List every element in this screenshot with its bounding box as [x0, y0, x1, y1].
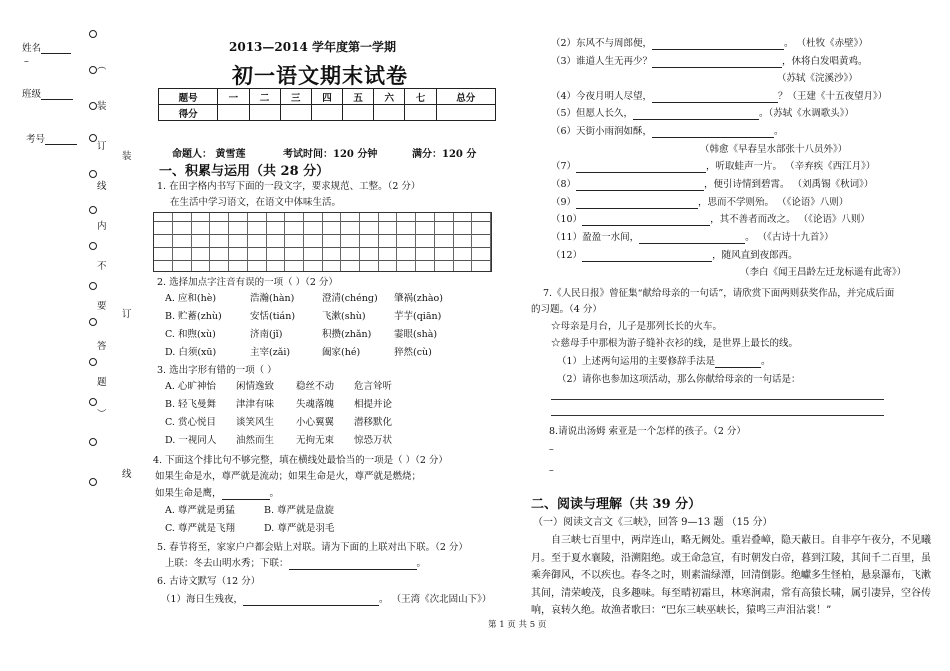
q4-line2: 如果生命是鹰， 。	[155, 488, 280, 499]
poem-blank[interactable]	[582, 261, 712, 262]
poem-line[interactable]	[551, 38, 868, 50]
q7-prompt-cont: 的习题。（4 分）	[531, 304, 602, 315]
reading-line: 乘奔御风，不以疾也。春冬之时，则素湍绿潭，回清倒影。绝巘多生怪柏，悬泉瀑布，飞漱	[531, 570, 931, 581]
poem-blank[interactable]	[576, 208, 698, 209]
binding-char: 题	[97, 377, 107, 388]
score-header-cell: 三	[280, 89, 311, 105]
poem-blank[interactable]	[576, 190, 704, 191]
poem-line-end: ？（王建《十五夜望月》）	[778, 91, 888, 102]
grid-col	[172, 213, 173, 271]
q6-prompt: 6. 古诗文默写（12 分）	[157, 576, 261, 587]
option-item: 稳丝不动	[296, 381, 335, 392]
option-item: B. 轻飞曼舞	[165, 399, 217, 410]
poem-line-end: ，听取蛙声一片。 （辛弃疾《西江月》）	[706, 161, 876, 172]
q3-prompt: 3. 选出字形有错的一项（ ）	[157, 365, 277, 376]
poem-line-end: 。	[774, 126, 784, 137]
option-item: B. 贮蓄(zhù)	[165, 311, 222, 322]
option-item: 小心翼翼	[296, 417, 335, 428]
page-footer: 第 1 页 共 5 页	[488, 620, 547, 630]
score-header-cell: 总分	[436, 89, 495, 105]
poem-line-start: （9）	[551, 197, 577, 208]
q5-prompt: 5. 春节将至，家家户户都会贴上对联。请为下面的上联对出下联。（2 分）	[157, 542, 468, 553]
binding-hole	[89, 282, 97, 290]
time-line: 考试时间：120 分钟	[283, 149, 378, 160]
option-item: 霎眼(shà)	[394, 329, 438, 340]
binding-char: 要	[97, 301, 107, 312]
poem-line-end: ，思而不学则殆。 （《论语》八则）	[698, 197, 849, 208]
option-item: B. 尊严就是盘旋	[264, 505, 335, 516]
binding-hole	[89, 318, 97, 326]
poem-blank[interactable]	[582, 225, 710, 226]
grid-col	[471, 213, 472, 271]
grid-col	[434, 213, 435, 271]
grid-col	[266, 213, 267, 271]
option-item: 相提并论	[354, 399, 393, 410]
grid-col	[378, 213, 379, 271]
binding-char: 订	[97, 141, 107, 152]
poem-line-start: （2）东风不与周郎便，	[551, 38, 653, 49]
grid-col	[415, 213, 416, 271]
reading-line: 自三峡七百里中，两岸连山，略无阙处。重岩叠嶂，隐天蔽日。自非亭午夜分，不见曦	[551, 535, 931, 546]
binding-char: 订	[122, 309, 132, 320]
option-item: 失魂落魄	[296, 399, 335, 410]
binding-char: 装	[97, 101, 107, 112]
option-item: 飞漱(shù)	[322, 311, 366, 322]
poem-line-end: 。 （杜牧《赤壁》）	[784, 38, 868, 49]
score-cell[interactable]	[280, 105, 311, 121]
option-item: 主宰(zǎi)	[250, 347, 291, 358]
reading-line: 其间，清荣峻茂，良多趣味。每至晴初霜旦，林寒涧肃，常有高猿长啸，属引凄异，空谷传	[531, 587, 931, 599]
option-item: 肇祸(zhào)	[394, 293, 443, 304]
q6-1[interactable]: （1）海日生残夜， 。 （王湾《次北固山下》）	[161, 594, 492, 605]
option-item: A. 应和(hè)	[165, 293, 217, 304]
binding-char: ︵	[97, 61, 107, 72]
score-header-cell: 五	[343, 89, 374, 105]
grid-col	[191, 213, 192, 271]
poem-line-start: （李白《闻王昌龄左迁龙标遥有此寄》）	[740, 267, 907, 278]
option-item: C. 赏心悦目	[165, 417, 216, 428]
q7-sub2: （2）请你也参加这项活动，那么你献给母亲的一句话是：	[557, 374, 801, 385]
option-item: 津津有味	[236, 399, 275, 410]
poem-line-end: 。（苏轼《水调歌头》）	[759, 108, 855, 119]
q5-line[interactable]: 上联：冬去山明水秀；下联： 。	[165, 558, 427, 569]
q8-dash-2: –	[549, 465, 554, 476]
poem-line-start: （5）但愿人长久，	[551, 108, 634, 119]
poem-line-end: ，其不善者而改之。 （《论语》八则）	[710, 214, 870, 225]
score-header-cell: 二	[249, 89, 280, 105]
binding-char: 装	[122, 151, 132, 162]
q2-prompt: 2. 选择加点字注音有误的一项（ ）（2 分）	[157, 277, 338, 288]
poem-line-end: ，便引诗情到碧霄。 （刘禹锡《秋词》）	[704, 179, 874, 190]
binding-char: 不	[97, 261, 107, 272]
binding-hole	[89, 30, 97, 38]
option-item: 闲情逸致	[236, 381, 275, 392]
poem-blank[interactable]	[652, 137, 774, 138]
grid-col	[209, 213, 210, 271]
score-cell[interactable]	[311, 105, 342, 121]
reading-line: 月。至于夏水襄陵，沿溯阻绝。或王命急宣，有时朝发白帝，暮到江陵，其间千二百里，虽	[531, 552, 931, 564]
binding-char: 答	[97, 341, 107, 352]
q7-answer-line-2[interactable]	[551, 415, 884, 416]
grid-col	[247, 213, 248, 271]
binding-hole	[89, 206, 97, 214]
reading-line: 响，哀转久绝。故渔者歌曰：“巴东三峡巫峡长，猿鸣三声泪沾裳！”	[531, 605, 832, 616]
q4-line1: 如果生命是水，尊严就是流动；如果生命是火，尊严就是燃烧；	[155, 471, 422, 482]
poem-line-start: （苏轼《浣溪沙》）	[777, 73, 858, 84]
q8-dash-1: –	[549, 444, 554, 455]
q7-sentence2: ☆慈母手中那根为游子缝补衣衫的线，是世界上最长的线。	[551, 338, 799, 349]
poem-blank[interactable]	[652, 102, 778, 103]
binding-hole	[89, 134, 97, 142]
option-item: 阖家(hé)	[322, 347, 361, 358]
score-cell[interactable]	[436, 105, 495, 121]
score-header-cell: 题号	[159, 89, 218, 105]
score-header-cell: 四	[311, 89, 342, 105]
grid-col	[284, 213, 285, 271]
poem-blank[interactable]	[652, 67, 782, 68]
binding-hole	[89, 398, 97, 406]
binding-hole	[89, 102, 97, 110]
option-item: A. 心旷神怡	[165, 381, 216, 392]
author-line: 命题人： 黄雪莲	[172, 149, 246, 160]
writing-grid[interactable]	[153, 212, 492, 272]
binding-hole	[89, 170, 97, 178]
option-item: 潜移默化	[354, 417, 393, 428]
score-cell[interactable]	[249, 105, 280, 121]
poem-line[interactable]	[551, 126, 784, 138]
name-dash: –	[24, 56, 29, 67]
score-header-cell: 六	[374, 89, 405, 105]
poem-line[interactable]	[551, 214, 870, 226]
binding-char: 内	[97, 221, 107, 232]
poem-blank[interactable]	[639, 243, 745, 244]
option-item: 济南(jǐ)	[250, 329, 283, 340]
grid-col	[453, 213, 454, 271]
poem-line[interactable]	[551, 232, 834, 244]
option-item: 油然而生	[236, 435, 275, 446]
poem-line-start: （6）天街小雨润如酥，	[551, 126, 653, 137]
binding-hole	[89, 438, 97, 446]
option-item: A. 尊严就是勇猛	[165, 505, 235, 516]
binding-hole	[89, 358, 97, 366]
poem-line-start: （10）	[551, 214, 583, 225]
binding-char: 线	[97, 181, 107, 192]
reading-intro: （一）阅读文言文《三峡》，回答 9—13 题 （15 分）	[533, 517, 773, 528]
binding-hole	[89, 242, 97, 250]
poem-line-end: 。 （《古诗十九首》）	[745, 232, 834, 243]
option-item: C. 和煦(xù)	[165, 329, 216, 340]
poem-blank[interactable]	[633, 119, 759, 120]
poem-line[interactable]	[551, 161, 875, 173]
grid-col	[490, 213, 491, 271]
poem-line-end: ，休将白发唱黄鸡。	[782, 56, 868, 67]
exam-title: 初一语文期末试卷	[232, 63, 408, 88]
poem-blank[interactable]	[576, 172, 706, 173]
score-cell[interactable]	[405, 105, 436, 121]
option-item: 安恬(tián)	[250, 311, 296, 322]
q8-prompt: 8.请说出汤姆 索亚是一个怎样的孩子。（2 分）	[549, 426, 746, 437]
grid-col	[322, 213, 323, 271]
score-header-cell: 七	[405, 89, 436, 105]
poem-line-start: （3）谁道人生无再少？	[551, 56, 653, 67]
option-item: 芋芋(qiān)	[394, 311, 442, 322]
binding-char: 线	[122, 469, 132, 480]
option-item: 无拘无束	[296, 435, 335, 446]
option-item: D. 尊严就是羽毛	[264, 523, 335, 534]
poem-blank[interactable]	[652, 49, 784, 50]
q7-prompt: 7.《人民日报》曾征集“献给母亲的一句话”，请欣赏下面两则获奖作品，并完成后面	[543, 288, 895, 299]
poem-line	[700, 144, 847, 156]
option-item: 积攒(zhǎn)	[322, 329, 372, 340]
q7-answer-line-1[interactable]	[551, 399, 884, 400]
option-item: D. 一视同人	[165, 435, 217, 446]
score-header-cell: 一	[218, 89, 249, 105]
section1-title: 一、积累与运用（共 28 分）	[159, 164, 330, 179]
score-cell[interactable]	[374, 105, 405, 121]
grid-col	[359, 213, 360, 271]
score-cell[interactable]	[218, 105, 249, 121]
grid-col	[396, 213, 397, 271]
poem-line[interactable]	[551, 197, 848, 209]
q4-prompt: 4. 下面这个排比句不够完整，填在横线处最恰当的一项是（ ）（2 分）	[153, 455, 448, 466]
poem-line[interactable]	[551, 108, 854, 120]
option-item: 猝然(cù)	[394, 347, 432, 358]
section2-title: 二、阅读与理解（共 39 分）	[531, 497, 702, 512]
poem-line[interactable]	[551, 56, 868, 68]
option-item: 澄清(chéng)	[322, 293, 378, 304]
option-item: 危言耸听	[354, 381, 393, 392]
poem-line[interactable]	[551, 91, 887, 103]
name-label: 姓名	[22, 40, 71, 54]
score-row-label: 得分	[159, 105, 218, 121]
q7-sentence1: ☆母亲是月台，儿子是那列长长的火车。	[551, 321, 723, 332]
option-item: C. 尊严就是飞翔	[165, 523, 235, 534]
poem-line[interactable]	[551, 250, 798, 262]
option-item: 惊恐万状	[354, 435, 393, 446]
option-item: D. 白须(xū)	[165, 347, 217, 358]
score-cell[interactable]	[343, 105, 374, 121]
class-label: 班级	[22, 86, 73, 100]
poem-line-start: （7）	[551, 161, 577, 172]
poem-line	[740, 267, 906, 279]
poem-line-start: （韩愈《早春呈水部张十八员外》）	[700, 144, 848, 155]
binding-char: ︶	[97, 409, 107, 420]
poem-line[interactable]	[551, 179, 873, 191]
poem-line-start: （8）	[551, 179, 577, 190]
poem-line-start: （11）盈盈一水间，	[551, 232, 640, 243]
term-heading: 2013—2014 学年度第一学期	[229, 40, 396, 54]
binding-hole	[89, 66, 97, 74]
poem-line-start: （4）今夜月明人尽望，	[551, 91, 653, 102]
q1-prompt: 1. 在田字格内书写下面的一段文字，要求规范、工整。（2 分）	[157, 181, 421, 192]
option-item: 浩瀚(hàn)	[250, 293, 295, 304]
poem-line-start: （12）	[551, 250, 583, 261]
grid-col	[340, 213, 341, 271]
q7-sub1[interactable]: （1）上述两句运用的主要修辞手法是 。	[557, 356, 771, 367]
option-item: 谈笑风生	[236, 417, 275, 428]
grid-col	[303, 213, 304, 271]
poem-line	[777, 73, 858, 85]
score-table	[158, 88, 496, 121]
binding-hole	[89, 478, 97, 486]
grid-col	[228, 213, 229, 271]
full-score-line: 满分：120 分	[412, 149, 477, 160]
exam-no-label: 考号	[26, 131, 77, 145]
poem-line-end: ，随风直到夜郎西。	[712, 250, 798, 261]
q1-text: 在生活中学习语文，在语文中体味生活。	[170, 197, 342, 208]
